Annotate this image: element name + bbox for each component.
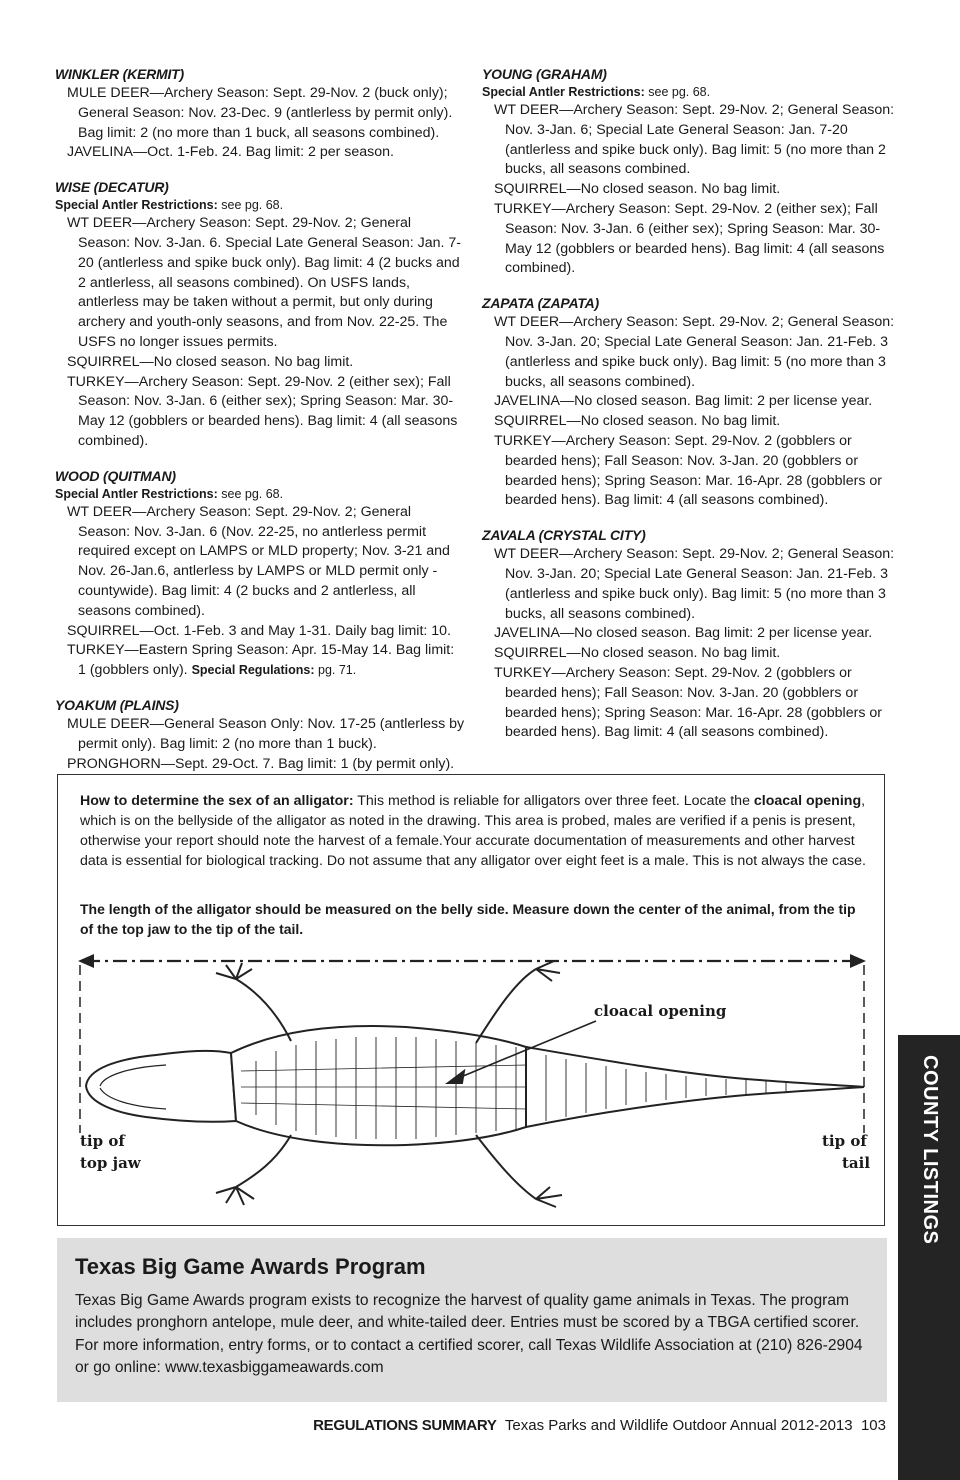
footer-publication: Texas Parks and Wildlife Outdoor Annual 2012-2013: [504, 1417, 853, 1434]
footer-section: REGULATIONS SUMMARY: [313, 1417, 497, 1434]
season-entry: WT DEER—Archery Season: Sept. 29-Nov. 2; General Season: Nov. 3-Jan. 6; Special Late General Season: Jan. 7-20 (antlerless and spike buck only). Bag limit: 5 (no more than 2 bucks, all seasons combined.: [494, 102, 895, 178]
restrictions-label: Special Antler Restrictions:: [55, 486, 218, 501]
cloacal-opening-term: cloacal opening: [753, 793, 862, 809]
restrictions-text: see pg. 68.: [217, 198, 284, 213]
tip-of-tail-label-2: tail: [842, 1154, 871, 1172]
county-name: WOOD (QUITMAN): [55, 467, 176, 484]
season-entry: JAVELINA—Oct. 1-Feb. 24. Bag limit: 2 per season.: [67, 144, 394, 161]
antler-restrictions: [482, 84, 897, 101]
county-listings-tab[interactable]: [898, 1035, 960, 1480]
season-entry: PRONGHORN—Sept. 29-Oct. 7. Bag limit: 1 (by permit only).: [67, 755, 455, 772]
county-zavala: [482, 525, 897, 743]
county-wood: [55, 466, 465, 681]
season-entry: WT DEER—Archery Season: Sept. 29-Nov. 2; General Season: Nov. 3-Jan. 20; Special Late General Season: Jan. 21-Feb. 3 (antlerless and spike buck only). Bag limit: 5 (no more than 3 bucks, all seasons combined).: [494, 546, 895, 622]
restrictions-label: Special Antler Restrictions:: [482, 85, 645, 99]
season-entry: SQUIRREL—No closed season. No bag limit.: [494, 413, 781, 430]
alligator-body-icon: [86, 961, 864, 1207]
season-entry: SQUIRREL—No closed season. No bag limit.: [494, 181, 781, 198]
season-entry: MULE DEER—General Season Only: Nov. 17-25 (antlerless by permit only). Bag limit: 2 (no more than 1 buck).: [67, 715, 465, 752]
alligator-drawing: [76, 951, 871, 1221]
page-footer: [313, 1417, 886, 1434]
county-winkler: [55, 64, 465, 163]
tab-label: COUNTY LISTINGS: [919, 1055, 941, 1245]
antler-restrictions: [55, 486, 465, 503]
alligator-figure: [76, 951, 871, 1221]
tip-of-jaw-label-2: top jaw: [80, 1154, 141, 1172]
season-entry: JAVELINA—No closed season. Bag limit: 2 per license year.: [494, 625, 873, 642]
big-game-awards-box: [57, 1238, 887, 1402]
season-entry: WT DEER—Archery Season: Sept. 29-Nov. 2; General Season: Nov. 3-Jan. 20; Special Late General Season: Jan. 21-Feb. 3 (antlerless and spike buck only). Bag limit: 5 (no more than 3 bucks, all seasons combined).: [494, 314, 895, 390]
season-entry: SQUIRREL—Oct. 1-Feb. 3 and May 1-31. Daily bag limit: 10.: [67, 622, 451, 639]
county-name: WISE (DECATUR): [55, 179, 169, 196]
alligator-measure-text: The length of the alligator should be measured on the belly side. Measure down the center of the animal, from the tip of the top jaw to the tip of the tail.: [80, 901, 856, 937]
season-entry: TURKEY—Archery Season: Sept. 29-Nov. 2 (gobblers or bearded hens); Fall Season: Nov. 3-Jan. 20 (gobblers or bearded hens); Spring Season: Mar. 16-Apr. 28 (gobblers or bearded hens). Bag limit: 4 (all seasons combined).: [494, 432, 882, 509]
right-column: [482, 64, 897, 757]
county-name: YOAKUM (PLAINS): [55, 696, 179, 713]
season-entry: SQUIRREL—No closed season. No bag limit.: [494, 645, 781, 662]
restrictions-text: see pg. 68.: [644, 85, 711, 99]
county-name: ZAPATA (ZAPATA): [482, 295, 600, 312]
cloacal-opening-label: cloacal opening: [594, 1002, 727, 1020]
alligator-intro-text: This method is reliable for alligators over three feet. Locate the: [353, 793, 754, 809]
season-entry: MULE DEER—Archery Season: Sept. 29-Nov. 2 (buck only); General Season: Nov. 23-Dec. 9 (antlerless by permit only). Bag limit: 2 (no more than 1 buck, all seasons combined).: [67, 85, 453, 141]
entry-text: TURKEY—Eastern Spring Season: Apr. 15-May 14. Bag limit: 1 (gobblers only).: [67, 642, 455, 679]
season-entry: SQUIRREL—No closed season. No bag limit.: [67, 353, 354, 370]
alligator-intro-heading: How to determine the sex of an alligator:: [80, 793, 354, 809]
special-regulations-label: Special Regulations:: [191, 663, 315, 678]
tip-of-jaw-label-1: tip of: [80, 1132, 125, 1150]
county-name: ZAVALA (CRYSTAL CITY): [482, 527, 646, 544]
awards-body: Texas Big Game Awards program exists to recognize the harvest of quality game animals in Texas. The program includes pronghorn antelope, mule deer, and white-tailed deer. Entries must be scored by a TBGA certified scorer. For more information, entry forms, or to contact a certified scorer, call Texas Wildlife Association at (210) 826-2904 or go online: www.texasbiggameawards.com: [75, 1292, 863, 1377]
season-entry: [55, 641, 465, 681]
season-entry: TURKEY—Archery Season: Sept. 29-Nov. 2 (either sex); Fall Season: Nov. 3-Jan. 6 (either sex); Spring Season: Mar. 30-May 12 (gobblers or bearded hens). Bag limit: 4 (all seasons combined).: [494, 200, 885, 277]
tip-of-tail-label-1: tip of: [822, 1132, 867, 1150]
alligator-info-box: [57, 774, 885, 1226]
county-name: YOUNG (GRAHAM): [482, 66, 607, 82]
county-name: WINKLER (KERMIT): [55, 66, 185, 82]
season-entry: JAVELINA—No closed season. Bag limit: 2 per license year.: [494, 393, 873, 410]
county-zapata: [482, 293, 897, 511]
page-number: 103: [860, 1417, 886, 1434]
alligator-sex-text: [80, 791, 870, 871]
county-wise: [55, 177, 465, 452]
restrictions-text: see pg. 68.: [217, 486, 284, 501]
special-regulations-text: pg. 71.: [314, 663, 357, 678]
restrictions-label: Special Antler Restrictions:: [55, 198, 218, 213]
left-column: [55, 64, 465, 788]
season-entry: TURKEY—Archery Season: Sept. 29-Nov. 2 (either sex); Fall Season: Nov. 3-Jan. 6 (either sex); Spring Season: Mar. 30-May 12 (gobblers or bearded hens). Bag limit: 4 (all seasons combined).: [67, 373, 458, 449]
season-entry: WT DEER—Archery Season: Sept. 29-Nov. 2; General Season: Nov. 3-Jan. 6 (Nov. 22-25, no antlerless permit required except on LAMPS or MLD property; Nov. 3-21 and Nov. 26-Jan.6, antlerless by LAMPS or MLD permit only - countywide). Bag limit: 4 (2 bucks and 2 antlerless, all seasons combined).: [67, 503, 450, 619]
awards-title: Texas Big Game Awards Program: [75, 1254, 426, 1279]
season-entry: WT DEER—Archery Season: Sept. 29-Nov. 2; General Season: Nov. 3-Jan. 6. Special Late General Season: Jan. 7-20 (antlerless and spike buck only). Bag limit: 4 (2 bucks and 2 antlerless, all seasons combined). On USFS lands, antlerless may be taken without a permit, but only during archery and youth-only seasons, and from Nov. 22-25. The USFS no longer issues permits.: [67, 215, 462, 350]
county-young: [482, 64, 897, 279]
county-yoakum: [55, 695, 465, 774]
antler-restrictions: [55, 197, 465, 214]
season-entry: TURKEY—Archery Season: Sept. 29-Nov. 2 (gobblers or bearded hens); Fall Season: Nov. 3-Jan. 20 (gobblers or bearded hens); Spring Season: Mar. 16-Apr. 28 (gobblers or bearded hens). Bag limit: 4 (all seasons combined).: [494, 664, 882, 741]
alligator-intro-text-2: , which is on the bellyside of the alligator as noted in the drawing. This area is probed, males are verified if a penis is present, otherwise your report should note the harvest of a female.Your accurate documentation of measurements and other harvest data is essential for biological tracking. Do not assume that any alligator over eight feet is a male. This is not always the case.: [80, 793, 866, 869]
